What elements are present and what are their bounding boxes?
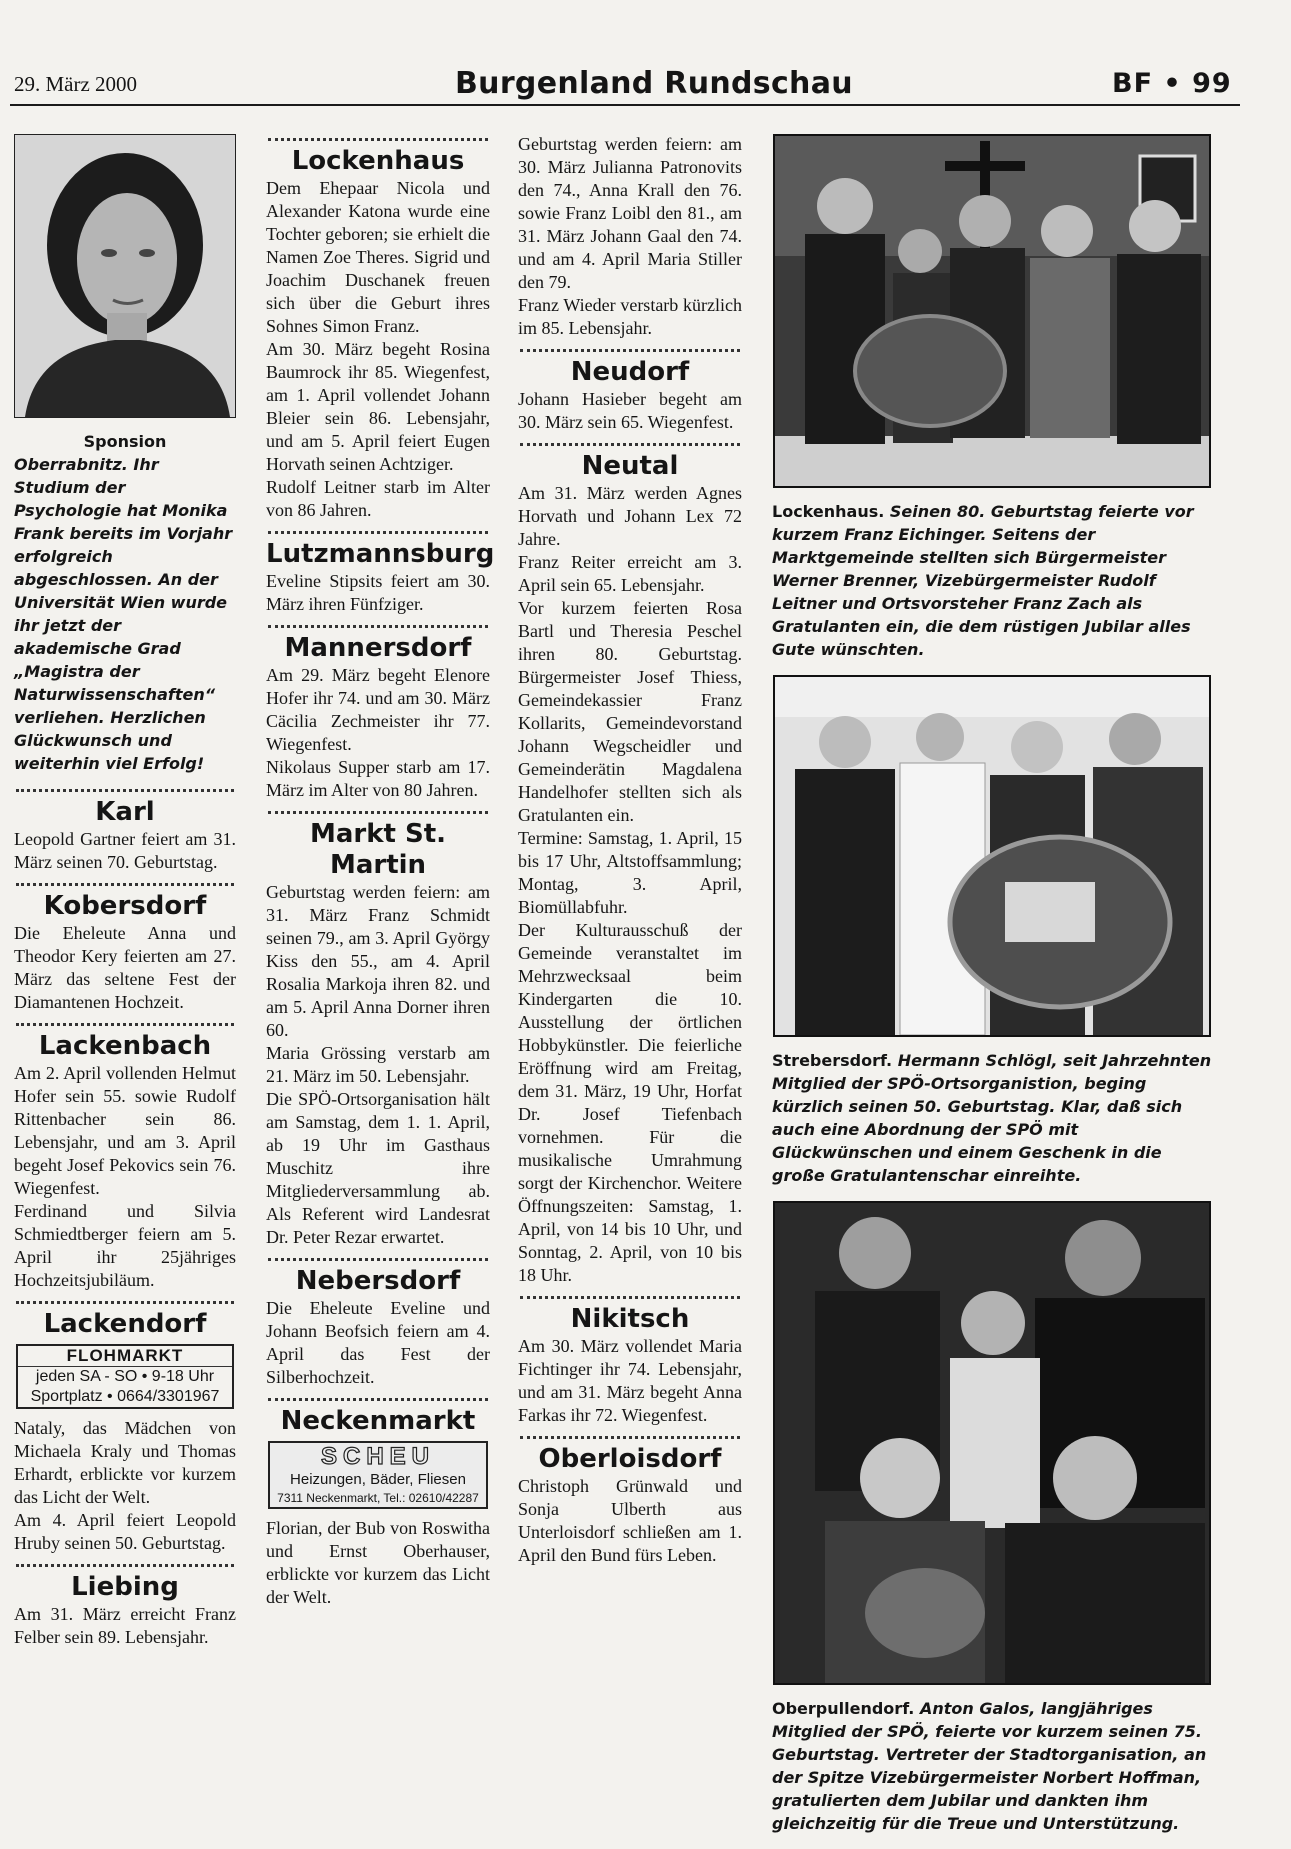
- mannersdorf-text-1: Am 29. März begeht Elenore Hofer ihr 74. und am 30. März Cäcilia Zechmeister ihr 77. Wiegenfest.: [266, 665, 490, 754]
- lackendorf-text-1: Nataly, das Mädchen von Michaela Kraly und Thomas Erhardt, erblickte vor kurzem das Licht der Welt.: [14, 1418, 236, 1507]
- sponsion-caption: Oberrabnitz. Ihr Studium der Psychologie hat Monika Frank bereits im Vorjahr erfolgreich abgeschlossen. An der Universität Wien wurde ihr jetzt der akademische Grad „Magistra der Naturwissenschaften“ verliehen. Herzlichen Glückwunsch und weiterhin viel Erfolg!: [14, 455, 233, 773]
- neutal-text-2: Franz Reiter erreicht am 3. April sein 65. Lebensjahr.: [518, 552, 742, 595]
- column-4: [772, 134, 1242, 1849]
- divider: [16, 1564, 234, 1567]
- photo-lockenhaus-place: Lockenhaus.: [772, 502, 885, 521]
- continued-text-2: Franz Wieder verstarb kürzlich im 85. Lebensjahr.: [518, 295, 742, 338]
- scheu-ad: [268, 1441, 488, 1509]
- photo-lockenhaus-caption: [772, 500, 1212, 661]
- flohmarkt-ad-contact: Sportplatz • 0664/3301967: [30, 1388, 220, 1405]
- markt-st-martin-text-2: Maria Grössing verstarb am 21. März im 50. Lebensjahr.: [266, 1043, 490, 1086]
- sponsion-caption-title: Sponsion: [83, 432, 167, 451]
- newspaper-title: Burgenland Rundschau: [455, 66, 853, 101]
- heading-kobersdorf: Kobersdorf: [43, 891, 207, 921]
- heading-neudorf: Neudorf: [570, 357, 690, 387]
- oberloisdorf-text: Christoph Grünwald und Sonja Ulberth aus Unterloisdorf schließen am 1. April den Bund fürs Leben.: [518, 1476, 742, 1565]
- heading-oberloisdorf: Oberloisdorf: [538, 1444, 722, 1474]
- heading-nebersdorf: Nebersdorf: [295, 1266, 461, 1296]
- heading-neckenmarkt: Neckenmarkt: [280, 1406, 476, 1436]
- page-number: BF • 99: [1112, 68, 1232, 99]
- heading-karl: Karl: [95, 797, 155, 827]
- heading-neutal: Neutal: [581, 451, 679, 481]
- flohmarkt-ad-title: FLOHMARKT: [18, 1346, 232, 1367]
- divider: [268, 1398, 488, 1401]
- lackenbach-text-1: Am 2. April vollenden Helmut Hofer sein 55. sowie Rudolf Rittenbacher sein 86. Lebensjahr, und am 3. April begeht Josef Pekovics sein 76. Wiegenfest.: [14, 1063, 236, 1198]
- divider: [16, 1301, 234, 1304]
- liebing-text: Am 31. März erreicht Franz Felber sein 89. Lebensjahr.: [14, 1604, 236, 1647]
- lockenhaus-text-2: Am 30. März begeht Rosina Baumrock ihr 85. Wiegenfest, am 1. April vollendet Johann Bleier sein 86. Lebensjahr, und am 5. April feiert Eugen Horvath seinen Achtziger.: [266, 339, 490, 474]
- scheu-ad-logo: SCHEU: [320, 1443, 435, 1470]
- neutal-text-5: Der Kulturausschuß der Gemeinde veranstaltet im Mehrzwecksaal beim Kindergarten die 10. Ausstellung der örtlichen Hobbykünstler. Die feierliche Eröffnung wird am Freitag, dem 31. März, 19 Uhr, Horfat Dr. Josef Tiefenbach vornehmen. Für die musikalische Umrahmung sorgt der Kirchenchor. Weitere Öffnungszeiten: Samstag, 1. April, von 14 bis 10 Uhr, und Sonntag, 2. April, von 10 bis 18 Uhr.: [518, 920, 742, 1285]
- lackendorf-text-2: Am 4. April feiert Leopold Hruby seinen 50. Geburtstag.: [14, 1510, 236, 1553]
- lockenhaus-text-3: Rudolf Leitner starb im Alter von 86 Jahren.: [266, 477, 490, 520]
- divider: [16, 883, 234, 886]
- heading-liebing: Liebing: [71, 1572, 179, 1602]
- header-rule: [10, 104, 1240, 106]
- heading-nikitsch: Nikitsch: [570, 1304, 690, 1334]
- divider: [520, 349, 740, 352]
- divider: [520, 443, 740, 446]
- column-3: [518, 134, 742, 1567]
- photo-oberpullendorf-text: Anton Galos, langjähriges Mitglied der SPÖ, feierte vor kurzem seinen 75. Geburtstag. Vertreter der Stadtorganisation, an der Spitze Vizebürgermeister Norbert Hoffman, gratulierten dem Jubilar und dankten ihm gleichzeitig für die Treue und Unterstützung.: [772, 1699, 1207, 1833]
- issue-date: 29. März 2000: [14, 72, 138, 96]
- mannersdorf-text-2: Nikolaus Supper starb am 17. März im Alter von 80 Jahren.: [266, 757, 490, 800]
- lockenhaus-text-1: Dem Ehepaar Nicola und Alexander Katona wurde eine Tochter geboren; sie erhielt die Namen Zoe Theres. Sigrid und Joachim Duschanek freuen sich über die Geburt ihres Sohnes Simon Franz.: [266, 178, 490, 336]
- flohmarkt-ad-times: jeden SA - SO • 9-18 Uhr: [35, 1368, 215, 1385]
- neutal-text-1: Am 31. März werden Agnes Horvath und Johann Lex 72 Jahre.: [518, 483, 742, 549]
- divider: [268, 625, 488, 628]
- photo-oberpullendorf: [773, 1201, 1211, 1685]
- scheu-ad-address: 7311 Neckenmarkt, Tel.: 02610/42287: [277, 1491, 479, 1505]
- photo-lockenhaus: [773, 134, 1211, 488]
- divider: [16, 789, 234, 792]
- neckenmarkt-text: Florian, der Bub von Roswitha und Ernst Oberhauser, erblickte vor kurzem das Licht der Welt.: [266, 1518, 490, 1607]
- lutzmannsburg-text: Eveline Stipsits feiert am 30. März ihren Fünfziger.: [266, 571, 490, 614]
- heading-mannersdorf: Mannersdorf: [284, 633, 472, 663]
- heading-lutzmannsburg: Lutzmannsburg: [266, 539, 495, 569]
- photo-oberpullendorf-place: Oberpullendorf.: [772, 1699, 915, 1718]
- neutal-text-3: Vor kurzem feierten Rosa Bartl und Theresia Peschel ihren 80. Geburtstag. Bürgermeister Josef Thiess, Gemeindekassier Franz Kollarits, Gemeindevorstand Johann Wegscheidler und Gemeinderätin Magdalena Handelhofer stellten sich als Gratulanten ein.: [518, 598, 742, 825]
- nebersdorf-text: Die Eheleute Eveline und Johann Beofsich feiern am 4. April das Fest der Silberhochzeit.: [266, 1298, 490, 1387]
- continued-text-1: Geburtstag werden feiern: am 30. März Julianna Patronovits den 74., Anna Krall den 76. sowie Franz Loibl den 81., am 31. März Johann Gaal den 74. und am 4. April Maria Stiller den 79.: [518, 134, 742, 292]
- scheu-ad-services: Heizungen, Bäder, Fliesen: [290, 1471, 466, 1488]
- heading-lackenbach: Lackenbach: [38, 1031, 212, 1061]
- photo-strebersdorf: [773, 675, 1211, 1037]
- heading-lackendorf: Lackendorf: [43, 1309, 207, 1339]
- markt-st-martin-text-1: Geburtstag werden feiern: am 31. März Franz Schmidt seinen 79., am 3. April György Kiss den 55., am 4. April Rosalia Markoja ihren 82. und am 5. April Anna Dorner ihren 60.: [266, 882, 490, 1040]
- photo-strebersdorf-place: Strebersdorf.: [772, 1051, 893, 1070]
- lackenbach-text-2: Ferdinand und Silvia Schmiedtberger feiern am 5. April ihr 25jähriges Hochzeitsjubiläum.: [14, 1201, 236, 1290]
- divider: [268, 811, 488, 814]
- divider: [268, 1258, 488, 1261]
- photo-lockenhaus-text: Seinen 80. Geburtstag feierte vor kurzem Franz Eichinger. Seitens der Marktgemeinde stellten sich Bürgermeister Werner Brenner, Vizebürgermeister Rudolf Leitner und Ortsvorsteher Franz Zach als Gratulanten ein, die dem rüstigen Jubilar alles Gute wünschten.: [772, 502, 1194, 659]
- divider: [520, 1296, 740, 1299]
- photo-strebersdorf-caption: [772, 1049, 1212, 1187]
- divider: [16, 1023, 234, 1026]
- flohmarkt-ad: [16, 1344, 234, 1409]
- karl-text: Leopold Gartner feiert am 31. März seinen 70. Geburtstag.: [14, 829, 236, 872]
- column-1: [14, 134, 236, 1649]
- divider: [268, 531, 488, 534]
- photo-strebersdorf-text: Hermann Schlögl, seit Jahrzehnten Mitglied der SPÖ-Ortsorganistion, beging kürzlich seinen 50. Geburtstag. Klar, daß sich auch eine Abordnung der SPÖ mit Glückwünschen und einem Geschenk in die große Gratulantenschar einreihte.: [772, 1051, 1212, 1185]
- neudorf-text: Johann Hasieber begeht am 30. März sein 65. Wiegenfest.: [518, 389, 742, 432]
- portrait-photo: [14, 134, 236, 418]
- heading-markt-st-martin: Markt St. Martin: [309, 819, 447, 880]
- markt-st-martin-text-3: Die SPÖ-Ortsorganisation hält am Samstag, dem 1. 1. April, ab 19 Uhr im Gasthaus Muschitz ihre Mitgliederversammlung ab. Als Referent wird Landesrat Dr. Peter Rezar erwartet.: [266, 1089, 490, 1247]
- kobersdorf-text: Die Eheleute Anna und Theodor Kery feierten am 27. März das seltene Fest der Diamantenen Hochzeit.: [14, 923, 236, 1012]
- nikitsch-text: Am 30. März vollendet Maria Fichtinger ihr 74. Lebensjahr, und am 31. März begeht Anna Farkas ihr 72. Wiegenfest.: [518, 1336, 742, 1425]
- heading-lockenhaus: Lockenhaus: [291, 146, 465, 176]
- page-header: [0, 62, 1240, 110]
- photo-oberpullendorf-caption: [772, 1697, 1212, 1835]
- column-2: [266, 134, 495, 1609]
- divider: [268, 138, 488, 141]
- divider: [520, 1436, 740, 1439]
- neutal-text-4: Termine: Samstag, 1. April, 15 bis 17 Uhr, Altstoffsammlung; Montag, 3. April, Biomüllabfuhr.: [518, 828, 742, 917]
